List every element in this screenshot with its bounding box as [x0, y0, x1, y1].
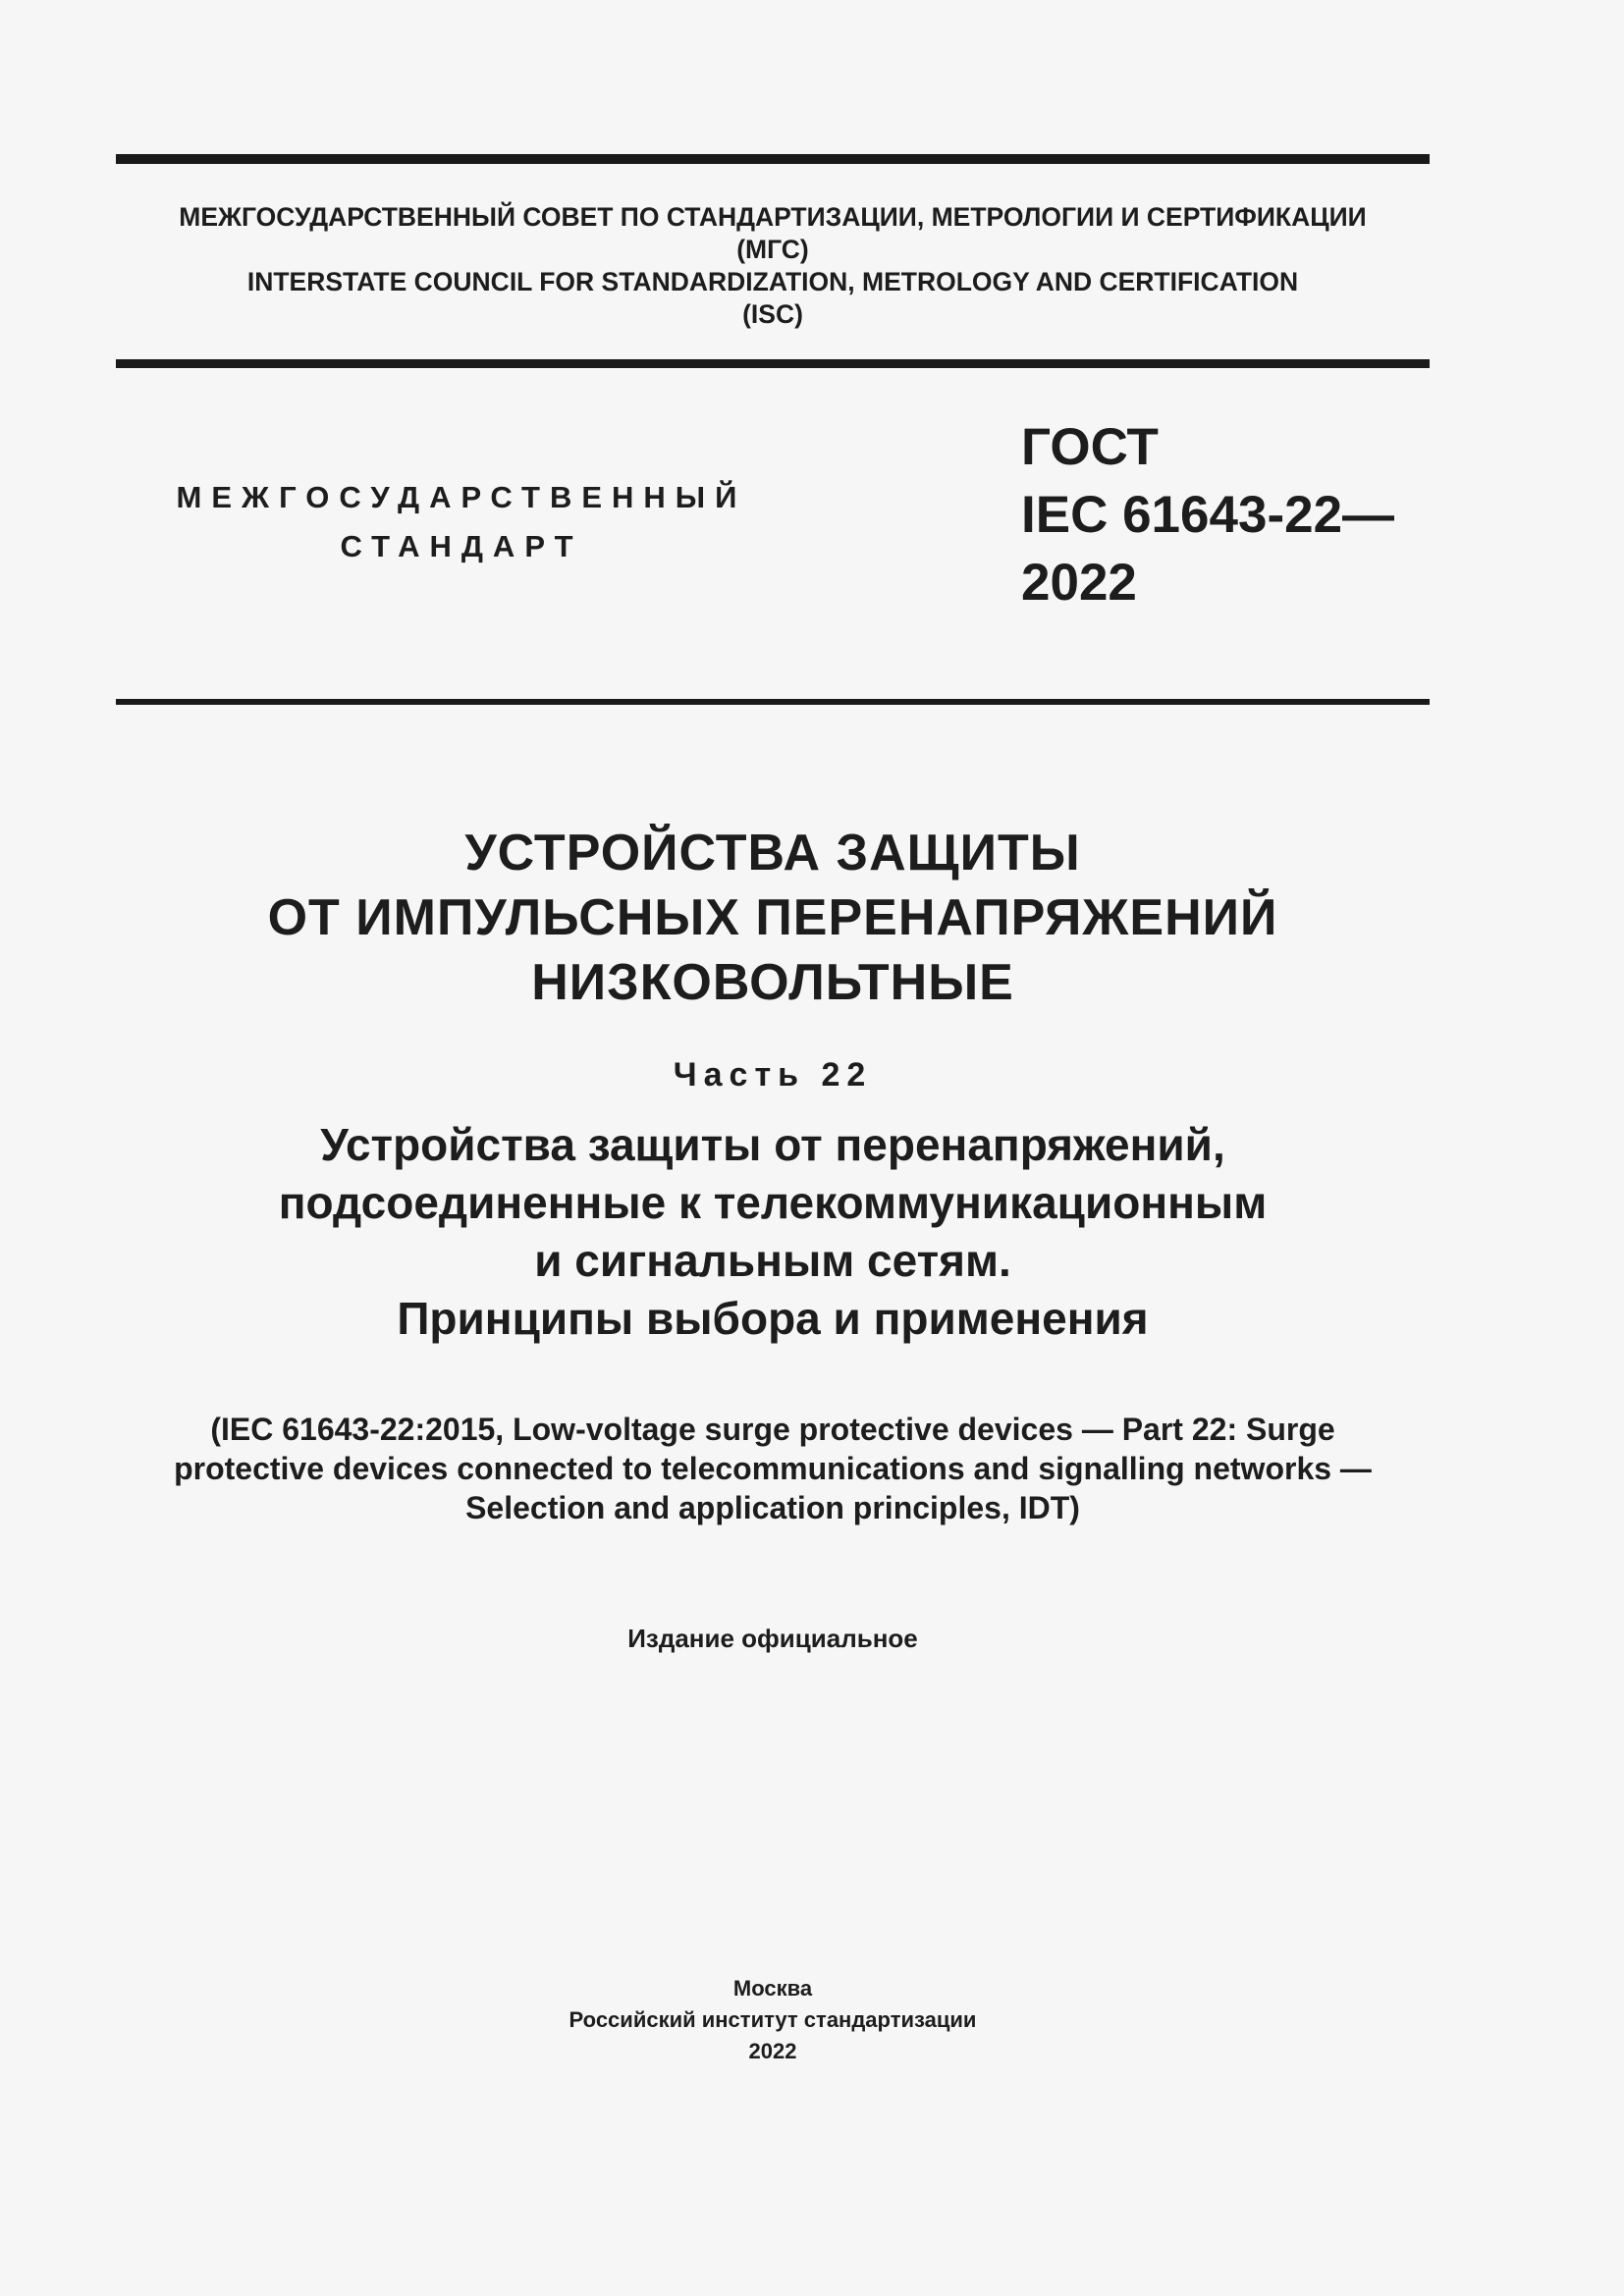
iec-reference	[116, 1410, 1430, 1527]
imprint-year: 2022	[748, 2039, 797, 2063]
header-divider	[116, 359, 1430, 368]
council-abbr-ru: (МГС)	[736, 235, 809, 264]
part-label: Часть 22	[673, 1056, 873, 1094]
council-name-ru: МЕЖГОСУДАРСТВЕННЫЙ СОВЕТ ПО СТАНДАРТИЗАЦИИ, МЕТРОЛОГИИ И СЕРТИФИКАЦИИ	[179, 202, 1367, 232]
title-line-3: НИЗКОВОЛЬТНЫЕ	[531, 954, 1014, 1011]
designation-year: 2022	[1021, 554, 1137, 612]
imprint-publisher: Российский институт стандартизации	[568, 2007, 977, 2032]
edition-note: Издание официальное	[627, 1624, 918, 1653]
designation-prefix: ГОСТ	[1021, 418, 1159, 476]
subtitle-line-4: Принципы выбора и применения	[397, 1293, 1149, 1344]
council-name-en: INTERSTATE COUNCIL FOR STANDARDIZATION, METROLOGY AND CERTIFICATION	[246, 267, 1299, 296]
imprint-city: Москва	[732, 1976, 813, 2001]
council-header	[116, 201, 1430, 331]
part-subtitle	[116, 1116, 1430, 1348]
subtitle-line-2: подсоединенные к телекоммуникационным	[278, 1177, 1268, 1228]
standard-kind-line1: МЕЖГОСУДАРСТВЕННЫЙ	[176, 480, 747, 514]
title-divider	[116, 699, 1430, 705]
imprint	[116, 1973, 1430, 2067]
document-title	[116, 821, 1430, 1015]
subtitle-line-3: и сигнальным сетям.	[534, 1235, 1011, 1286]
designation-number: IEC 61643-22—	[1021, 486, 1395, 544]
standard-kind-line2: СТАНДАРТ	[340, 529, 583, 563]
standard-designation	[1021, 413, 1394, 616]
iec-reference-line-3: Selection and application principles, IDT)	[465, 1490, 1080, 1525]
iec-reference-line-1: (IEC 61643-22:2015, Low-voltage surge protective devices — Part 22: Surge	[210, 1412, 1335, 1447]
subtitle-line-1: Устройства защиты от перенапряжений,	[320, 1119, 1225, 1170]
standard-kind	[64, 473, 859, 571]
title-line-1: УСТРОЙСТВА ЗАЩИТЫ	[464, 825, 1081, 881]
council-abbr-en: (ISC)	[742, 299, 803, 329]
top-divider	[116, 154, 1430, 164]
title-line-2: ОТ ИМПУЛЬСНЫХ ПЕРЕНАПРЯЖЕНИЙ	[267, 889, 1278, 946]
iec-reference-line-2: protective devices connected to telecommunications and signalling networks —	[174, 1451, 1372, 1486]
